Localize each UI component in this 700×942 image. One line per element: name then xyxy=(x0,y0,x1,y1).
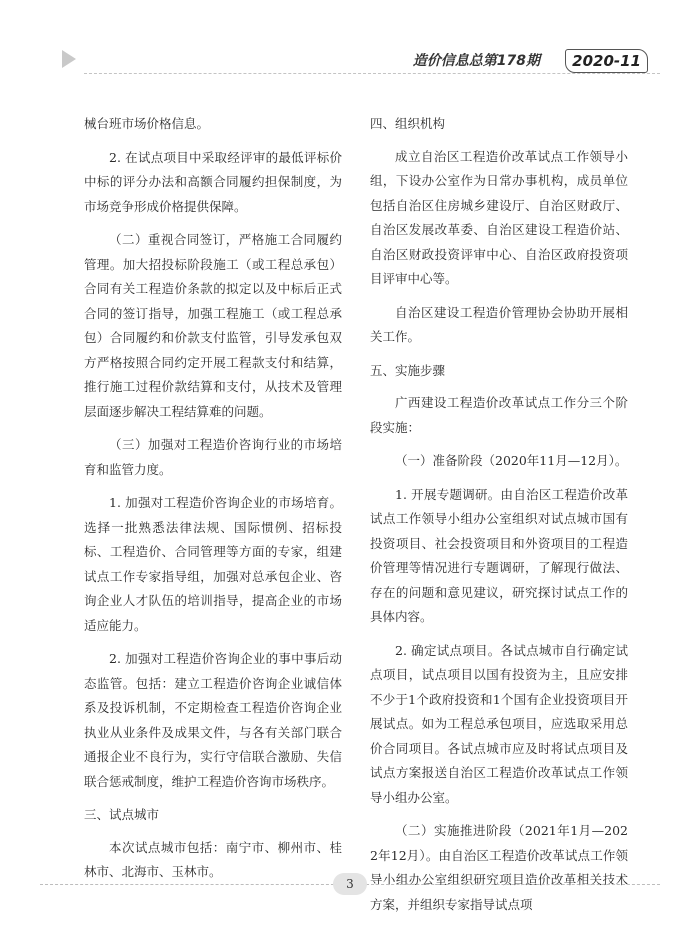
paragraph: 械台班市场价格信息。 xyxy=(84,116,210,131)
paragraph: 1. 加强对工程造价咨询企业的市场培育。选择一批熟悉法律法规、国际惯例、招标投标、工程造价、合同管理等方面的专家，组建试点工作专家指导组，加强对总承包企业、咨询企业人才队伍的培训指导，提高企业的市场适应能力。 xyxy=(84,495,342,633)
triangle-marker-icon xyxy=(62,50,76,68)
paragraph: 2. 加强对工程造价咨询企业的事中事后动态监管。包括：建立工程造价咨询企业诚信体系及投诉机制，不定期检查工程造价咨询企业执业从业条件及成果文件，与各有关部门联合通报企业不良行为，实行守信联合激励、失信联合惩戒制度，维护工程造价咨询市场秩序。 xyxy=(84,651,342,789)
paragraph: 2. 在试点项目中采取经评审的最低评标价中标的评分办法和高额合同履约担保制度，为市场竞争形成价格提供保障。 xyxy=(84,149,342,214)
section-heading: 四、组织机构 xyxy=(370,116,446,131)
paragraph: 本次试点城市包括：南宁市、柳州市、桂林市、北海市、玉林市。 xyxy=(84,839,342,879)
right-column xyxy=(370,112,628,926)
journal-title: 造价信息总第178期 xyxy=(412,53,540,69)
paragraph: 1. 开展专题调研。由自治区工程造价改革试点工作领导小组办公室组织对试点城市国有投资项目、社会投资项目和外资项目的工程造价管理等情况进行专题调研，了解现行做法、存在的问题和意见建议，研究探讨试点工作的具体内容。 xyxy=(370,486,628,624)
page-number: 3 xyxy=(333,873,367,895)
paragraph: （三）加强对工程造价咨询行业的市场培育和监管力度。 xyxy=(84,437,342,477)
paragraph: 2. 确定试点项目。各试点城市自行确定试点项目，试点项目以国有投资为主，且应安排不少于1个政府投资和1个国有企业投资项目开展试点。如为工程总承包项目，应选取采用总价合同项目。各试点城市应及时将试点项目及试点方案报送自治区工程造价改革试点工作领导小组办公室。 xyxy=(370,642,628,805)
paragraph: 自治区建设工程造价管理协会协助开展相关工作。 xyxy=(370,304,628,344)
paragraph: （二）重视合同签订，严格施工合同履约管理。加大招投标阶段施工（或工程总承包）合同有关工程造价条款的拟定以及中标后正式合同的签订指导，加强工程施工（或工程总承包）合同履约和价款支付监管，引导发承包双方严格按照合同约定开展工程款支付和结算，推行施工过程价款结算和支付，从技术及管理层面逐步解决工程结算难的问题。 xyxy=(84,232,342,419)
header-divider xyxy=(84,73,660,74)
section-heading: 五、实施步骤 xyxy=(370,362,446,378)
issue-badge: 2020-11 xyxy=(565,49,648,73)
page-header xyxy=(0,0,700,80)
left-column xyxy=(84,112,342,894)
section-heading: 三、试点城市 xyxy=(84,807,160,822)
paragraph: 广西建设工程造价改革试点工作分三个阶段实施： xyxy=(370,395,628,435)
paragraph: 成立自治区工程造价改革试点工作领导小组，下设办公室作为日常办事机构，成员单位包括自治区住房城乡建设厅、自治区财政厅、自治区发展改革委、自治区建设工程造价站、自治区财政投资评审中心、自治区政府投资项目评审中心等。 xyxy=(370,148,628,286)
paragraph: （一）准备阶段（2020年11月—12月）。 xyxy=(395,453,628,468)
paragraph: （二）实施推进阶段（2021年1月—2022年12月）。由自治区工程造价改革试点工作领导小组办公室组织研究项目造价改革相关技术方案，并组织专家指导试点项 xyxy=(370,823,628,912)
